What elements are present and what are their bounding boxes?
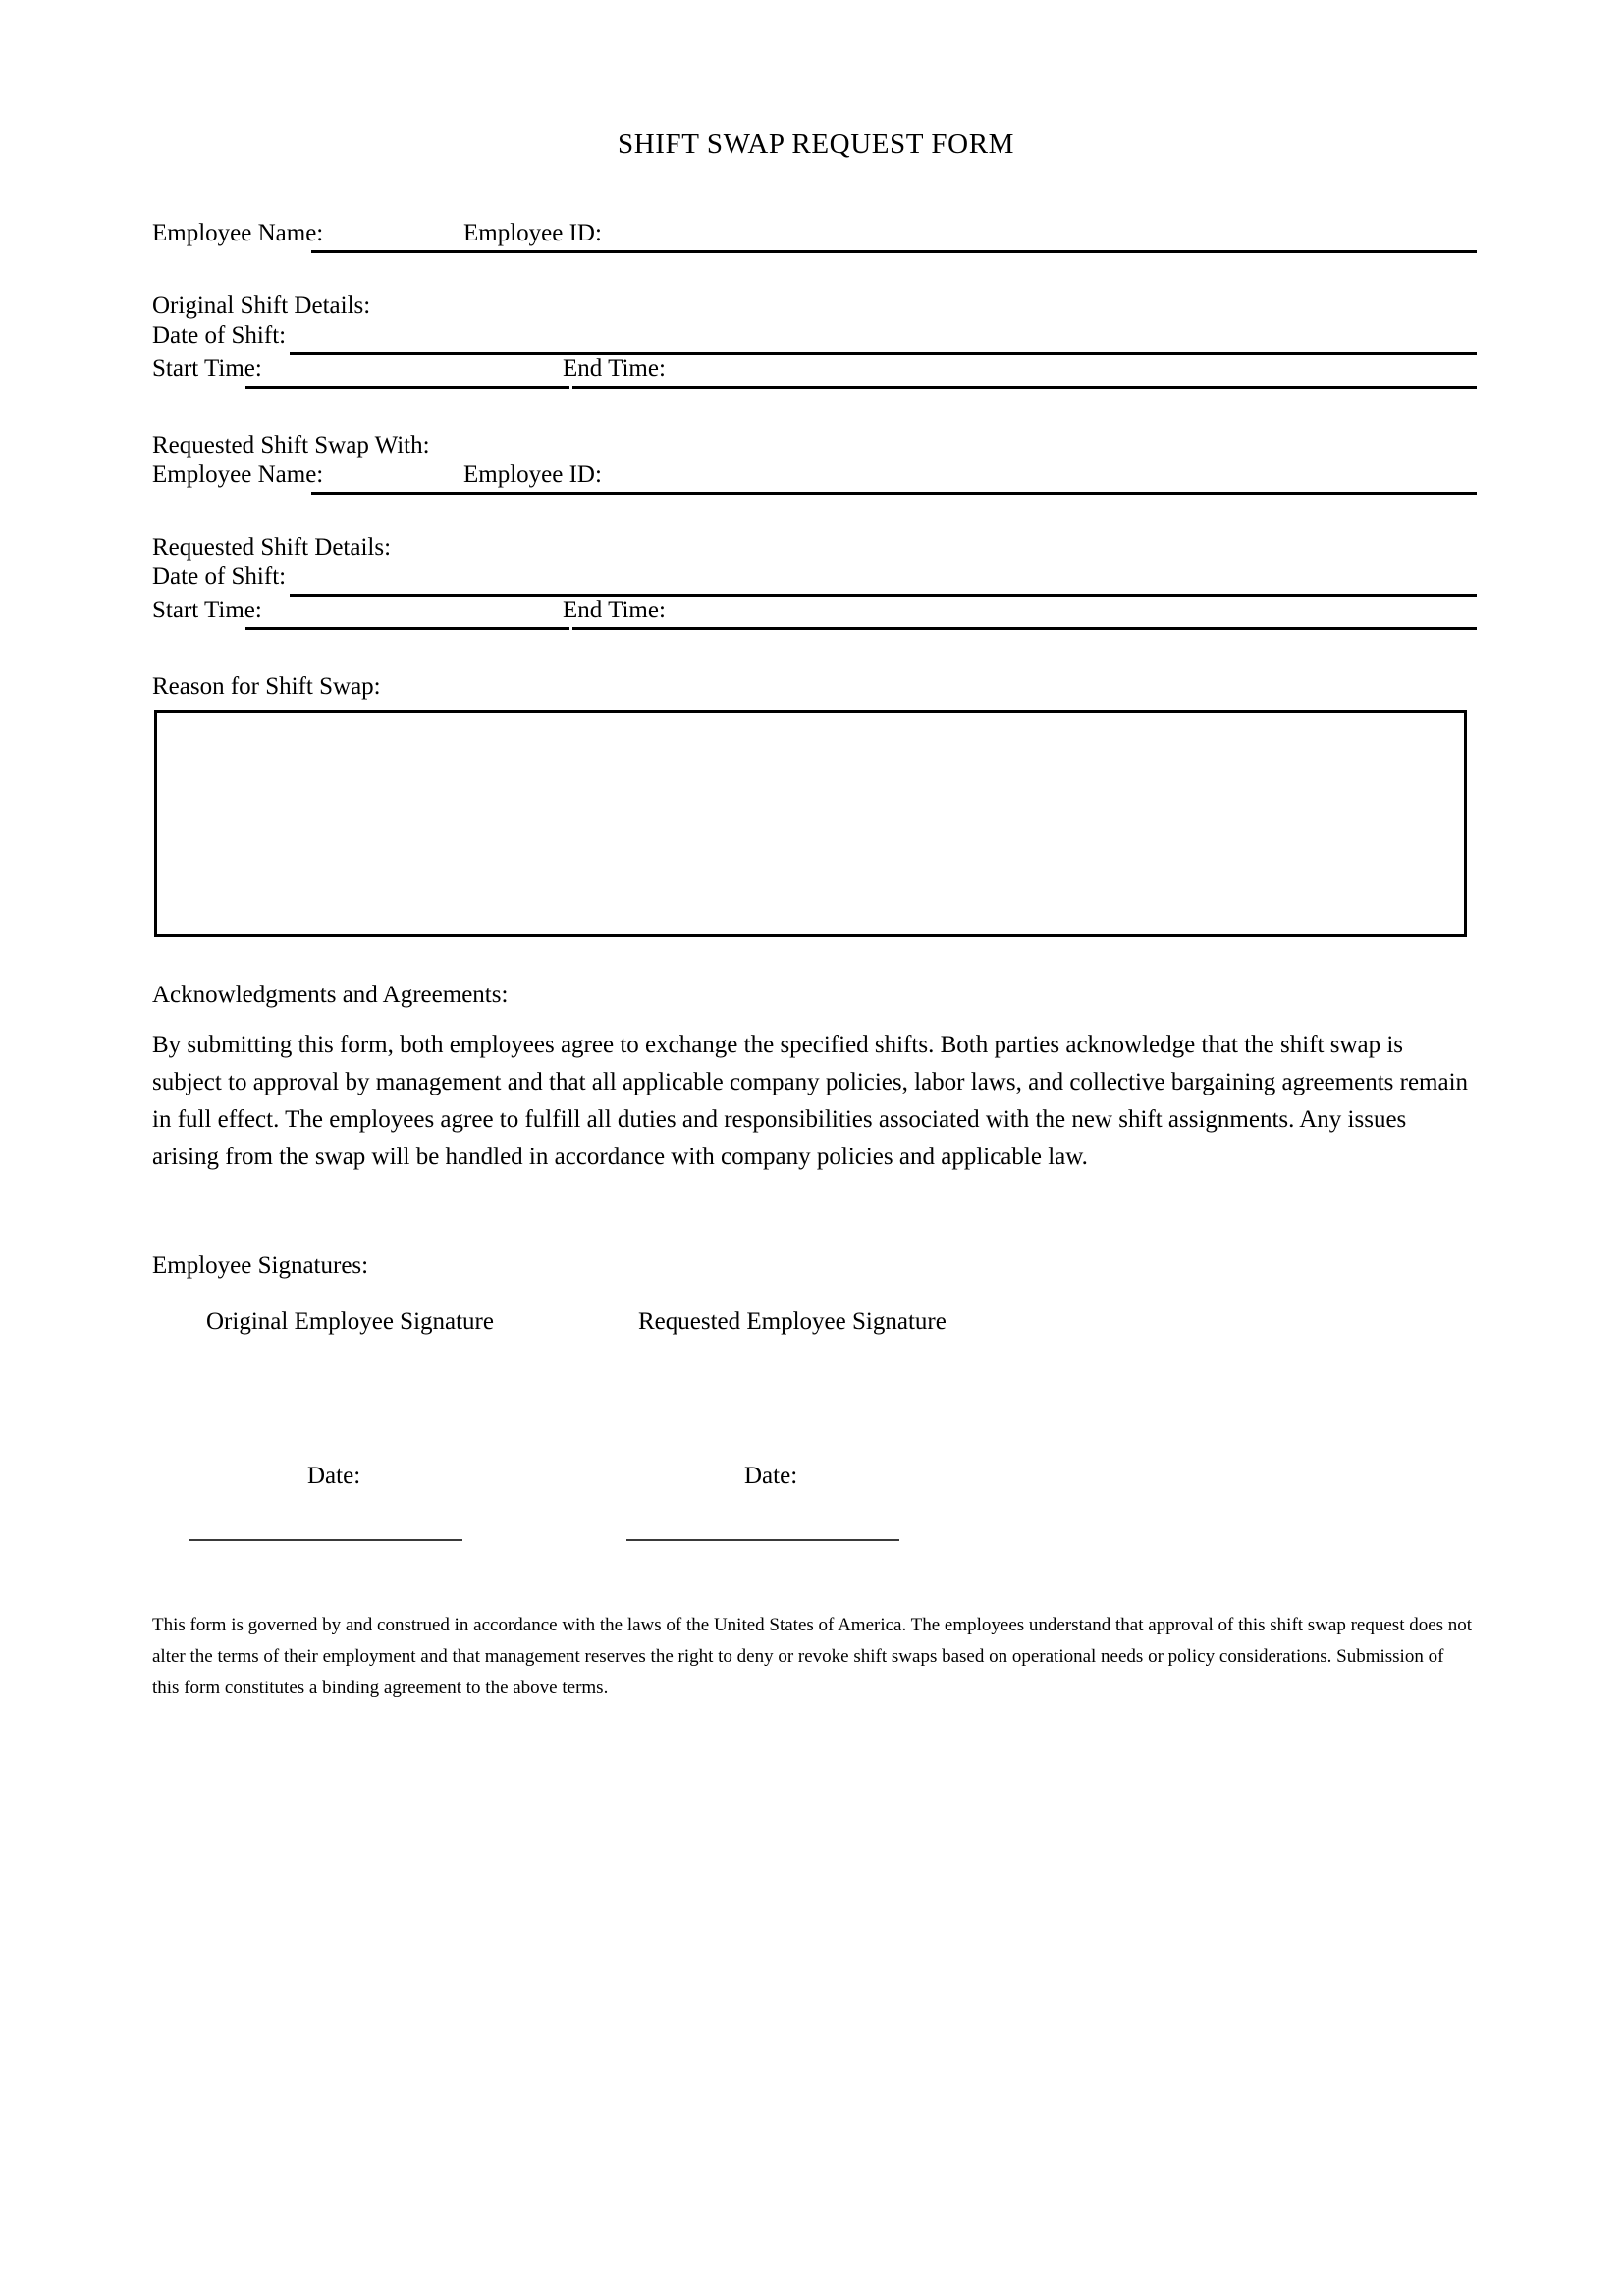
- requested-employee-id-label: Employee ID:: [463, 460, 602, 488]
- requested-start-time-label: Start Time:: [152, 596, 262, 623]
- requested-signature-date-line[interactable]: [626, 1539, 899, 1541]
- original-signature-date-label: Date:: [307, 1462, 361, 1489]
- requested-date-of-shift-label: Date of Shift:: [152, 562, 287, 590]
- reason-heading-row: [152, 674, 1480, 710]
- signatures-heading: Employee Signatures:: [152, 1252, 369, 1279]
- requested-employee-identity-row: [152, 462, 1480, 492]
- reason-textarea[interactable]: [154, 710, 1467, 937]
- original-date-of-shift-row: [152, 323, 1480, 356]
- acknowledgments-heading-row: [152, 983, 1480, 1027]
- spacer: [152, 1280, 1480, 1308]
- original-start-time-label: Start Time:: [152, 354, 262, 382]
- reason-box-wrapper: [152, 710, 1480, 957]
- spacer: [152, 1176, 1480, 1253]
- signature-labels-row: [152, 1308, 1473, 1367]
- spacer: [152, 957, 1480, 983]
- employee-id-label: Employee ID:: [463, 219, 602, 246]
- requested-employee-name-label: Employee Name:: [152, 460, 324, 488]
- requested-time-row: [152, 598, 1480, 631]
- employee-name-id-input-line[interactable]: [311, 250, 1477, 253]
- spacer: [152, 390, 1480, 433]
- footer-legal-text: This form is governed by and construed in accordance with the laws of the United States of America. The employees understand that approval of this shift swap request does not alter the terms of their employment and that management reserves the right to deny or revoke shift swaps based on operational needs or policy considerations. Submission of this form constitutes a binding agreement to the above terms.: [152, 1614, 1473, 1698]
- spacer: [152, 250, 1480, 294]
- page-title: SHIFT SWAP REQUEST FORM: [617, 129, 1015, 160]
- requested-end-time-input-line[interactable]: [572, 627, 1477, 630]
- requested-start-time-input-line[interactable]: [245, 627, 569, 630]
- acknowledgments-heading: Acknowledgments and Agreements:: [152, 981, 509, 1008]
- requested-swap-with-heading-row: [152, 433, 1480, 462]
- original-start-time-input-line[interactable]: [245, 386, 569, 389]
- requested-end-time-label: End Time:: [563, 596, 666, 623]
- requested-signature-date-label: Date:: [744, 1462, 798, 1489]
- signature-space[interactable]: [152, 1367, 1480, 1463]
- spacer: [152, 1563, 1480, 1610]
- requested-employee-signature-label: Requested Employee Signature: [638, 1308, 947, 1335]
- requested-date-of-shift-input-line[interactable]: [290, 594, 1477, 597]
- employee-name-label: Employee Name:: [152, 219, 324, 246]
- original-end-time-label: End Time:: [563, 354, 666, 382]
- original-end-time-input-line[interactable]: [572, 386, 1477, 389]
- spacer: [152, 631, 1480, 674]
- original-shift-details-heading: Original Shift Details:: [152, 292, 371, 319]
- original-shift-heading-row: [152, 294, 1480, 323]
- acknowledgments-body: By submitting this form, both employees agree to exchange the specified shifts. Both parties acknowledge that the shift swap is subject to approval by management and that all applicable company policies, labor laws, and collective bargaining agreements remain in full effect. The employees agree to fulfill all duties and responsibilities associated with the new shift assignments. Any issues arising from the swap will be handled in accordance with company policies and applicable law.: [152, 1031, 1469, 1170]
- requested-swap-with-heading: Requested Shift Swap With:: [152, 431, 430, 458]
- original-date-of-shift-label: Date of Shift:: [152, 321, 287, 348]
- requested-shift-heading-row: [152, 535, 1480, 564]
- spacer: [152, 1502, 1480, 1523]
- original-employee-signature-label: Original Employee Signature: [206, 1308, 494, 1335]
- employee-identity-row: [152, 221, 1480, 250]
- requested-date-of-shift-row: [152, 564, 1480, 598]
- requested-employee-name-id-input-line[interactable]: [311, 492, 1477, 495]
- signature-date-labels-row: [152, 1463, 1473, 1502]
- requested-shift-details-heading: Requested Shift Details:: [152, 533, 392, 561]
- spacer: [152, 492, 1480, 535]
- signature-date-lines-row: [152, 1523, 1473, 1563]
- reason-heading: Reason for Shift Swap:: [152, 672, 381, 700]
- original-signature-date-line[interactable]: [189, 1539, 462, 1541]
- original-time-row: [152, 356, 1480, 390]
- spacer: [152, 162, 1480, 221]
- document-body: [152, 0, 1480, 1704]
- original-date-of-shift-input-line[interactable]: [290, 352, 1477, 355]
